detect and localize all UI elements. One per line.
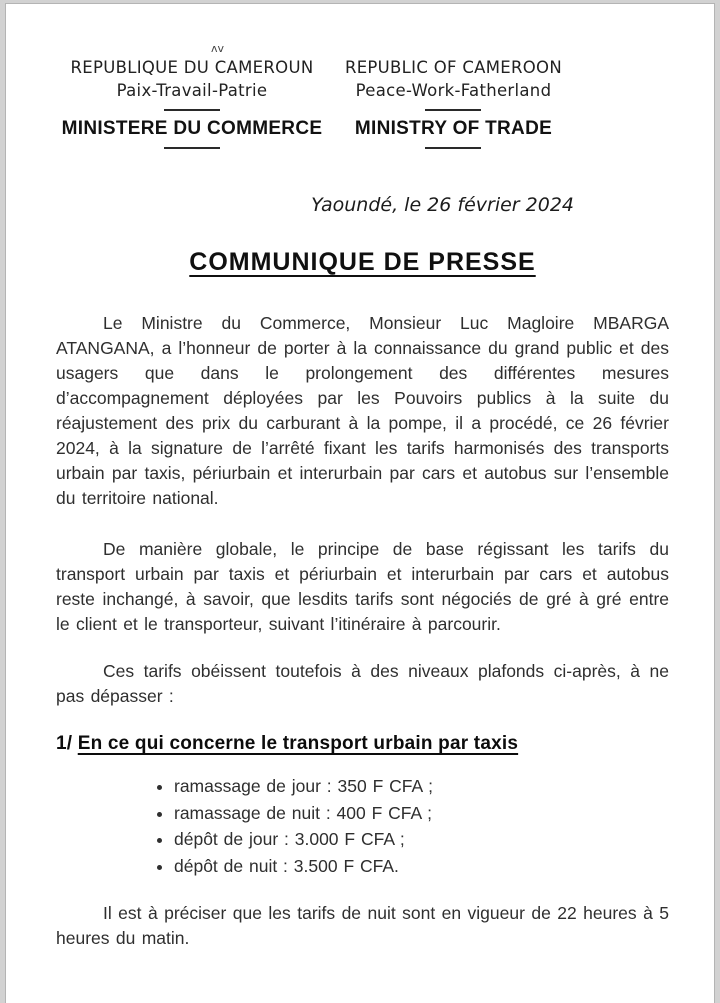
- divider-rule: [164, 109, 220, 111]
- scanned-document-page: [5, 3, 715, 1003]
- ministry-name-en: MINISTRY OF TRADE: [354, 118, 553, 139]
- section-heading-urban-taxis: [56, 733, 669, 755]
- letterhead-french: [56, 42, 328, 156]
- section-heading-text: En ce qui concerne le transport urbain par taxis: [77, 733, 519, 754]
- paragraph-night-hours: Il est à préciser que les tarifs de nuit sont en vigueur de 22 heures à 5 heures du matin.: [56, 903, 669, 948]
- ministry-name-fr: MINISTERE DU COMMERCE: [61, 118, 323, 139]
- divider-rule: [425, 109, 481, 111]
- tariff-item-day-pickup: • ramassage de jour : 350 F CFA ;: [174, 773, 669, 800]
- tariff-item-night-dropoff: • dépôt de nuit : 3.500 F CFA.: [174, 853, 669, 880]
- tariff-list: [56, 773, 669, 879]
- dateline: Yaoundé, le 26 février 2024: [311, 194, 574, 216]
- divider-rule: [164, 147, 220, 149]
- paragraph-principle: De manière globale, le principe de base régissant les tarifs du transport urbain par taxis et périurbain et interurbain par cars et autobus reste inchangé, à savoir, que lesdits tarifs sont négociés de gré à gré entre le client et le transporteur, suivant l’itinéraire à parcourir.: [56, 539, 669, 634]
- paragraph-announcement: Le Ministre du Commerce, Monsieur Luc Magloire MBARGA ATANGANA, a l’honneur de porter à la connaissance du grand public et des usagers que dans le prolongement des différentes mesures d’accompagnement déployées par les Pouvoirs publics à la suite du réajustement des prix du carburant à la pompe, il a procédé, ce 26 février 2024, à la signature de l’arrêté fixant les tarifs harmonisés des transports urbain par taxis, périurbain et interurbain par cars et autobus sur l’ensemble du territoire national.: [56, 313, 669, 508]
- section-number: 1/: [56, 733, 78, 754]
- paragraph-ceilings-intro: Ces tarifs obéissent toutefois à des niveaux plafonds ci-après, à ne pas dépasser :: [56, 661, 669, 706]
- document-content: [6, 4, 714, 951]
- divider-rule: [425, 147, 481, 149]
- letterhead-english: [328, 56, 579, 156]
- handwritten-annotation: ʌv: [211, 42, 225, 55]
- motto-en: Peace-Work-Fatherland: [355, 81, 552, 100]
- document-title: COMMUNIQUE DE PRESSE: [189, 248, 536, 276]
- republic-line-en: REPUBLIC OF CAMEROON: [344, 58, 562, 77]
- letterhead: [56, 42, 579, 156]
- motto-fr: Paix-Travail-Patrie: [116, 81, 268, 100]
- republic-line-fr: REPUBLIQUE DU CAMEROUN: [70, 58, 314, 77]
- tariff-item-day-dropoff: • dépôt de jour : 3.000 F CFA ;: [174, 826, 669, 853]
- tariff-item-night-pickup: • ramassage de nuit : 400 F CFA ;: [174, 800, 669, 827]
